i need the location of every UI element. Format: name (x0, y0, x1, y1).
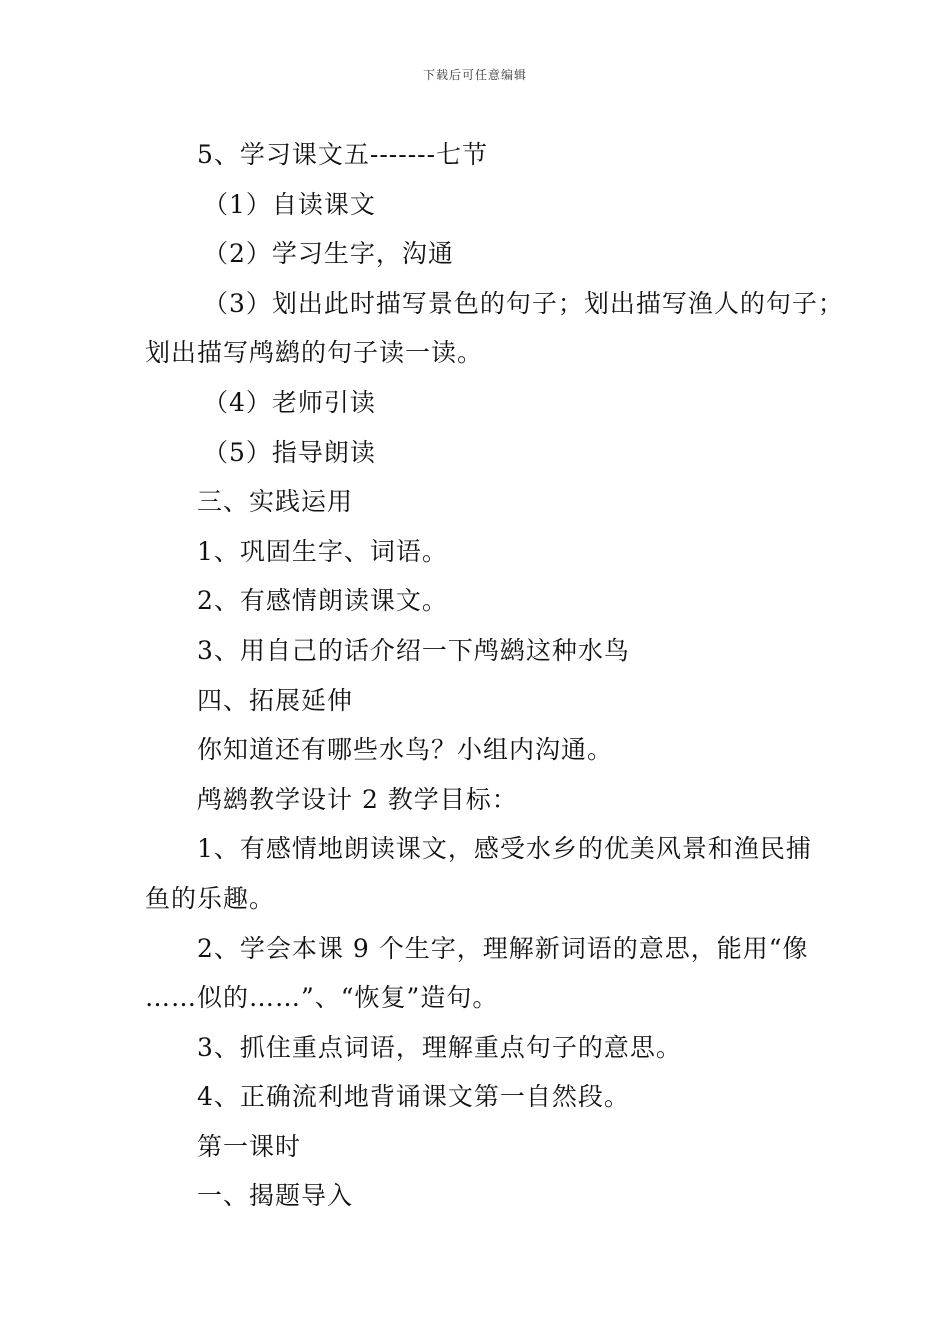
paragraph-line: （1）自读课文 (203, 189, 376, 219)
paragraph-line: （5）指导朗读 (203, 437, 376, 467)
section-heading: 第一课时 (197, 1131, 302, 1161)
paragraph-line: 鱼的乐趣。 (145, 883, 276, 913)
section-heading: 四、拓展延伸 (197, 685, 354, 715)
paragraph-line: （2）学习生字，沟通 (203, 239, 454, 269)
paragraph-line: 1、有感情地朗读课文，感受水乡的优美风景和渔民捕 (197, 834, 812, 864)
paragraph-line: 3、抓住重点词语，理解重点句子的意思。 (197, 1032, 682, 1062)
paragraph-line: （3）划出此时描写景色的句子；划出描写渔人的句子； (203, 288, 844, 318)
header-note: 下载后可任意编辑 (422, 68, 527, 82)
paragraph-line: 5、学习课文五-------七节 (197, 140, 489, 169)
section-heading: 一、揭题导入 (197, 1181, 354, 1211)
paragraph-line: 你知道还有哪些水鸟？小组内沟通。 (197, 735, 614, 765)
section-heading: 三、实践运用 (197, 487, 354, 517)
paragraph-line: 4、正确流利地背诵课文第一自然段。 (197, 1082, 630, 1112)
paragraph-line: 2、学会本课 9 个生字，理解新词语的意思，能用“像 (197, 933, 809, 963)
paragraph-line: （4）老师引读 (203, 387, 376, 417)
paragraph-line: 划出描写鸬鹚的句子读一读。 (145, 338, 484, 368)
paragraph-line: ……似的……”、“恢复”造句。 (145, 983, 499, 1013)
section-heading: 鸬鹚教学设计 2 教学目标： (197, 784, 518, 814)
paragraph-line: 2、有感情朗读课文。 (197, 586, 448, 616)
document-body (145, 130, 844, 1221)
paragraph-line: 1、巩固生字、词语。 (197, 536, 448, 566)
paragraph-line: 3、用自己的话介绍一下鸬鹚这种水鸟 (197, 635, 630, 665)
